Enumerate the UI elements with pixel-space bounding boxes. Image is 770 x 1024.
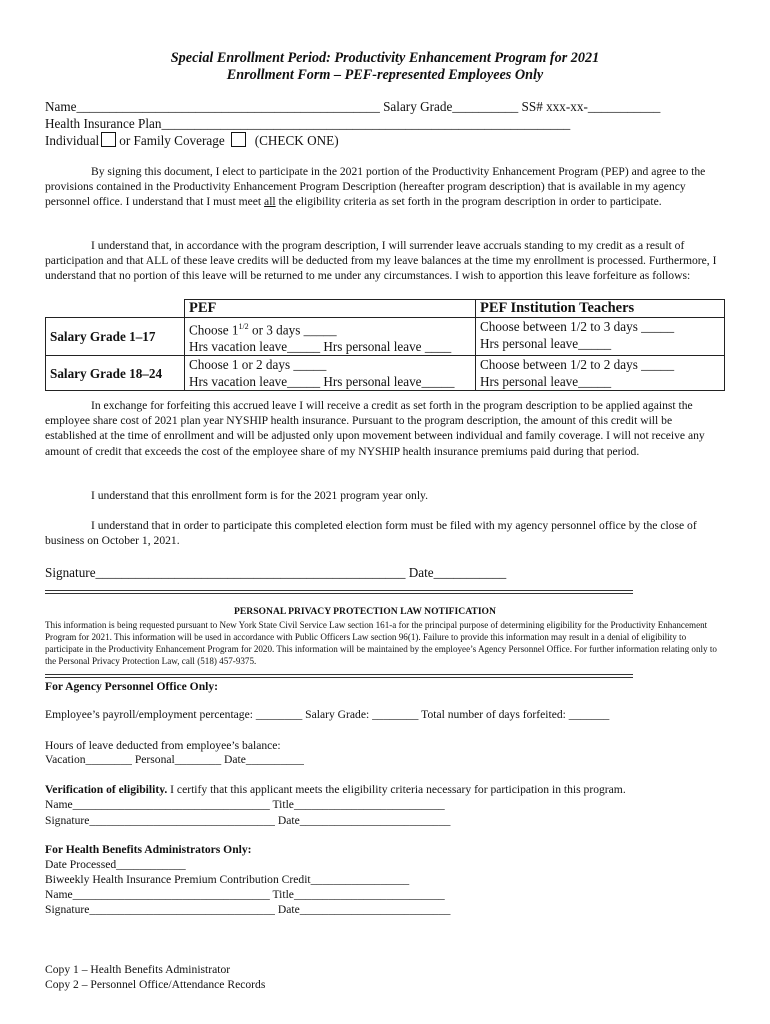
pef-grade-18-24-cell[interactable]: Choose 1 or 2 days _____ Hrs vacation leave_____ Hrs personal leave_____ (185, 356, 476, 391)
family-checkbox[interactable] (231, 132, 246, 147)
hours-deducted-label: Hours of leave deducted from employee’s balance: (45, 739, 281, 752)
credit-paragraph: In exchange for forfeiting this accrued leave I will receive a credit as set forth in the program description to be applied against the employee share cost of 2021 plan year NYSHIP health insurance. Pursuant to the program description, the amount of this credit will be established at the time of enrollment and will be adjusted only upon movement between individual and family coverage. I will not receive any amount of credit that exceeds the cost of the employee share of my NYSHIP health insurance premiums paid during that period. (45, 399, 705, 458)
inst-grade-1-17-cell[interactable]: Choose between 1/2 to 3 days _____ Hrs personal leave_____ (476, 318, 725, 356)
filing-deadline-paragraph: I understand that in order to participate this completed election form must be filed with my agency personnel office by the close of business on October 1, 2021. (45, 519, 697, 548)
hours-deducted-line[interactable]: Vacation________ Personal________ Date__________ (45, 753, 304, 766)
leave-apportion-table (45, 299, 725, 391)
verification-statement: Verification of eligibility. I certify that this applicant meets the eligibility criteria necessary for participation in this program. (45, 783, 626, 796)
family-label: or Family Coverage (119, 133, 225, 148)
hba-signature-date-line[interactable]: Signature________________________________ Date__________________________ (45, 903, 451, 916)
verifier-signature-date-line[interactable]: Signature________________________________ Date__________________________ (45, 814, 451, 827)
privacy-heading: PERSONAL PRIVACY PROTECTION LAW NOTIFICATION (234, 606, 496, 617)
copy1-label: Copy 1 – Health Benefits Administrator (45, 963, 231, 976)
premium-credit-line[interactable]: Biweekly Health Insurance Premium Contribution Credit_________________ (45, 873, 410, 886)
col-institution-teachers: PEF Institution Teachers (476, 300, 725, 318)
inst-grade-18-24-cell[interactable]: Choose between 1/2 to 2 days _____ Hrs personal leave_____ (476, 356, 725, 391)
copy2-label: Copy 2 – Personnel Office/Attendance Records (45, 978, 266, 991)
employee-signature-line[interactable]: Signature_______________________________________________ Date___________ (45, 565, 507, 580)
individual-checkbox[interactable] (101, 132, 116, 147)
hba-heading: For Health Benefits Administrators Only: (45, 843, 252, 856)
hba-name-title-line[interactable]: Name__________________________________ Title__________________________ (45, 888, 445, 901)
coverage-row (45, 132, 339, 149)
divider (45, 590, 633, 594)
table-header-row (46, 300, 725, 318)
payroll-line[interactable]: Employee’s payroll/employment percentage: ________ Salary Grade: ________ Total number of days forfeited: _______ (45, 708, 610, 721)
election-paragraph: By signing this document, I elect to participate in the 2021 portion of the Productivity Enhancement Program (PEP) and agree to the provisions contained in the Productivity Enhancement Program Description (hereafter program description) that is available in my agency personnel office. I understand that I must meet all the eligibility criteria as set forth in the program description in order to participate. (45, 165, 706, 209)
check-one-label: (CHECK ONE) (254, 133, 339, 148)
privacy-body: This information is being requested pursuant to New York State Civil Service Law section 161-a for the principal purpose of determining eligibility for the Productivity Enhancement Program for 2021. This information will be used in accordance with Public Officers Law section 96(1). Failure to provide this information may result in a denial of eligibility to participate in the Productivity Enhancement Program for 2020. This information will be maintained by the employee’s Agency Personnel Office. For further information relating only to the Personal Privacy Protection Law, call (518) 457-9375. (45, 620, 717, 666)
individual-label: Individual (45, 133, 100, 148)
table-row (46, 318, 725, 356)
row-label-grade-1-17: Salary Grade 1–17 (46, 318, 185, 356)
form-title-line2: Enrollment Form – PEF-represented Employees Only (226, 67, 544, 83)
verifier-name-title-line[interactable]: Name__________________________________ Title__________________________ (45, 798, 445, 811)
table-row (46, 356, 725, 391)
leave-surrender-paragraph: I understand that, in accordance with the program description, I will surrender leave accruals standing to my credit as a result of participation and that ALL of these leave credits will be deducted from my leave balances at the time my enrollment is processed. Furthermore, I understand that no portion of this leave will be returned to me under any circumstances. I wish to apportion this leave forfeiture as follows: (45, 239, 717, 283)
row-label-grade-18-24: Salary Grade 18–24 (46, 356, 185, 391)
agency-heading: For Agency Personnel Office Only: (45, 680, 219, 693)
health-plan-line[interactable]: Health Insurance Plan______________________________________________________________ (45, 116, 571, 131)
form-title-line1: Special Enrollment Period: Productivity Enhancement Program for 2021 (170, 50, 600, 66)
all-emphasis: all (264, 195, 276, 209)
name-salary-ssn-line[interactable]: Name______________________________________________ Salary Grade__________ SS# xxx-xx-___________ (45, 99, 661, 114)
pef-grade-1-17-cell[interactable]: Choose $1^{1/2}$ or 3 days _____ Hrs vacation leave_____ Hrs personal leave ____ (185, 318, 476, 356)
program-year-paragraph: I understand that this enrollment form is for the 2021 program year only. (91, 489, 428, 502)
col-pef: PEF (185, 300, 476, 318)
divider (45, 674, 633, 678)
date-processed-line[interactable]: Date Processed____________ (45, 858, 186, 871)
